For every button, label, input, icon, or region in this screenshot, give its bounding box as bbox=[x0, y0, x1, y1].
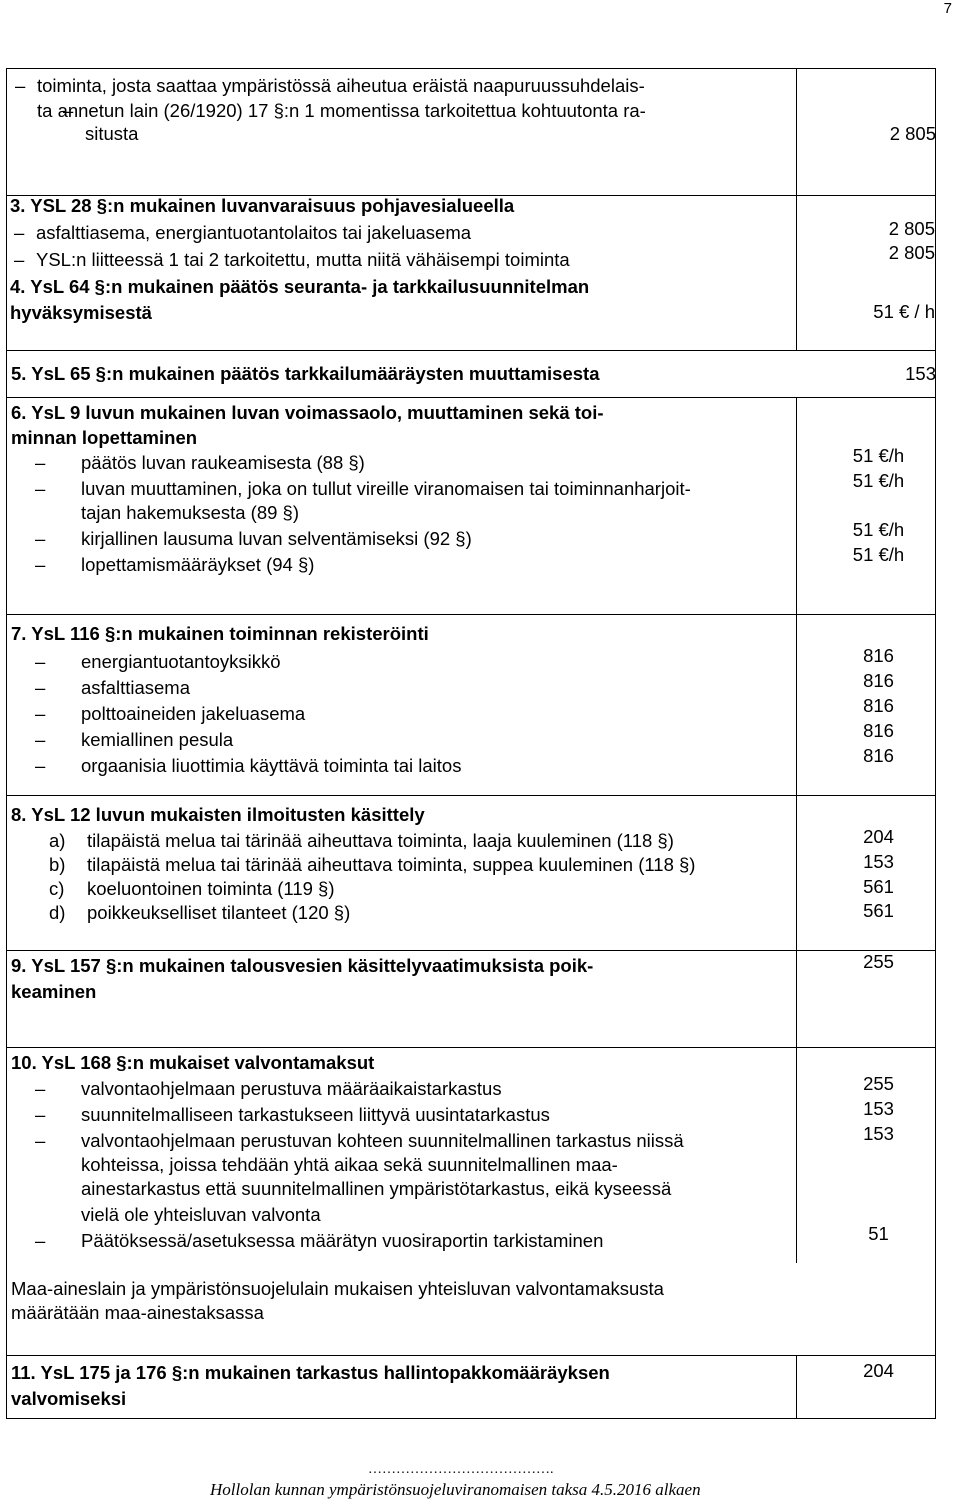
list-item: – päätös luvan raukeamisesta (88 §) bbox=[81, 452, 857, 474]
section-heading: hyväksymisestä bbox=[10, 302, 152, 323]
fee-value: 51 € / h bbox=[873, 301, 935, 322]
fee-value: 2 805 bbox=[888, 242, 935, 263]
item-letter: d) bbox=[49, 902, 66, 923]
section-heading: 3. YSL 28 §:n mukainen luvanvaraisuus pohjavesialueella bbox=[10, 195, 515, 216]
footer-text: Hollolan kunnan ympäristönsuojeluviranomaisen taksa 4.5.2016 alkaen bbox=[210, 1480, 701, 1499]
section-11 bbox=[7, 1356, 935, 1418]
list-item: – valvontaohjelmaan perustuva määräaikaistarkastus bbox=[81, 1078, 857, 1100]
section-noise-nuisance bbox=[7, 69, 935, 196]
list-item-continuation: vielä ole yhteisluvan valvonta bbox=[81, 1204, 321, 1225]
fee-value: 204 bbox=[863, 1360, 894, 1381]
section-heading: 10. YsL 168 §:n mukaiset valvontamaksut bbox=[11, 1052, 375, 1073]
section-heading: minnan lopettaminen bbox=[11, 427, 198, 448]
fee-value: 255 bbox=[863, 1073, 894, 1094]
list-item: – kemiallinen pesula bbox=[81, 729, 857, 751]
section-heading: keaminen bbox=[11, 981, 97, 1002]
section-heading: 11. YsL 175 ja 176 §:n mukainen tarkastus hallintopakkomääräyksen bbox=[11, 1362, 610, 1383]
list-item: – luvan muuttaminen, joka on tullut vireille viranomaisen tai toiminnanharjoit- bbox=[81, 478, 857, 500]
section-8 bbox=[7, 796, 935, 951]
list-item: – asfalttiasema, energiantuotantolaitos tai jakeluasema bbox=[36, 222, 812, 244]
fee-value: 816 bbox=[863, 670, 894, 691]
section-heading: 7. YsL 116 §:n mukainen toiminnan rekisteröinti bbox=[11, 623, 429, 644]
page-number: 7 bbox=[943, 0, 952, 17]
section-heading: 5. YsL 65 §:n mukainen päätös tarkkailumääräysten muuttamisesta bbox=[11, 363, 600, 384]
section-heading: 8. YsL 12 luvun mukaisten ilmoitusten käsittely bbox=[11, 804, 425, 825]
list-item: – YSL:n liitteessä 1 tai 2 tarkoitettu, mutta niitä vähäisempi toiminta bbox=[36, 249, 812, 271]
fee-value: 561 bbox=[863, 876, 894, 897]
section-6 bbox=[7, 398, 935, 615]
note-text: Maa-aineslain ja ympäristönsuojelulain mukaisen yhteisluvan valvontamaksusta bbox=[11, 1278, 664, 1299]
fee-value: 153 bbox=[863, 851, 894, 872]
list-item-continuation: kohteissa, joissa tehdään yhtä aikaa sekä suunnitelmallinen maa- bbox=[81, 1154, 618, 1175]
fee-value: 816 bbox=[863, 645, 894, 666]
section-heading: 4. YsL 64 §:n mukainen päätös seuranta- ja tarkkailusuunnitelman bbox=[10, 276, 590, 297]
fee-value: 51 bbox=[868, 1223, 889, 1244]
list-item: – lopettamismääräykset (94 §) bbox=[81, 554, 857, 576]
fee-value: 51 €/h bbox=[852, 470, 905, 491]
note-text: määrätään maa-ainestaksassa bbox=[11, 1302, 264, 1323]
list-item: – kirjallinen lausuma luvan selventämiseksi (92 §) bbox=[81, 528, 857, 550]
fee-value: 255 bbox=[863, 951, 894, 972]
fee-value: 51 €/h bbox=[852, 544, 905, 565]
list-item: – polttoaineiden jakeluasema bbox=[81, 703, 857, 725]
fee-value: 816 bbox=[863, 720, 894, 741]
section-5 bbox=[7, 351, 935, 398]
fee-value: 153 bbox=[905, 363, 936, 384]
item-text: – toiminta, josta saattaa ympäristössä aiheutua eräistä naapuruussuhdelais- bbox=[37, 75, 813, 97]
item-letter: a) bbox=[49, 830, 66, 851]
list-item: – suunnitelmalliseen tarkastukseen liittyvä uusintatarkastus bbox=[81, 1104, 857, 1126]
section-3-4-content bbox=[6, 195, 936, 349]
list-item: poikkeukselliset tilanteet (120 §) bbox=[87, 902, 351, 923]
column-divider bbox=[796, 1356, 797, 1418]
footer-dots: …………………………………. bbox=[368, 1462, 554, 1477]
list-item-continuation: ainestarkastus että suunnitelmallinen ympäristötarkastus, eikä kyseessä bbox=[81, 1178, 672, 1199]
list-item: koeluontoinen toiminta (119 §) bbox=[87, 878, 335, 899]
fee-value: 816 bbox=[863, 695, 894, 716]
list-item: – orgaanisia liuottimia käyttävä toiminta tai laitos bbox=[81, 755, 857, 777]
fee-value: 816 bbox=[863, 745, 894, 766]
list-item: – asfalttiasema bbox=[81, 677, 857, 699]
fee-value: 153 bbox=[863, 1123, 894, 1144]
list-item: – energiantuotantoyksikkö bbox=[81, 651, 857, 673]
fee-value: 2 805 bbox=[889, 123, 936, 144]
list-item: – Päätöksessä/asetuksessa määrätyn vuosiraportin tarkistaminen bbox=[81, 1230, 857, 1252]
list-item-continuation: tajan hakemuksesta (89 §) bbox=[81, 502, 300, 523]
item-letter: b) bbox=[49, 854, 66, 875]
section-9 bbox=[7, 951, 935, 1048]
section-10 bbox=[7, 1048, 935, 1356]
fee-value: 561 bbox=[863, 900, 894, 921]
section-heading: valvomiseksi bbox=[11, 1388, 127, 1409]
fee-value: 204 bbox=[863, 826, 894, 847]
section-heading: 6. YsL 9 luvun mukainen luvan voimassaolo, muuttaminen sekä toi- bbox=[11, 402, 604, 423]
item-letter: c) bbox=[49, 878, 65, 899]
fee-value: 2 805 bbox=[888, 218, 935, 239]
item-text: – ta annetun lain (26/1920) 17 §:n 1 momentissa tarkoitettua kohtuutonta ra- bbox=[85, 100, 785, 122]
fee-value: 51 €/h bbox=[852, 445, 905, 466]
section-7 bbox=[7, 615, 935, 796]
column-divider bbox=[796, 951, 797, 1047]
section-heading: 9. YsL 157 §:n mukainen talousvesien käsittelyvaatimuksista poik- bbox=[11, 955, 594, 976]
fee-value: 51 €/h bbox=[852, 519, 905, 540]
fee-value: 153 bbox=[863, 1098, 894, 1119]
list-item: – valvontaohjelmaan perustuvan kohteen suunnitelmallinen tarkastus niissä bbox=[81, 1130, 857, 1152]
list-item: tilapäistä melua tai tärinää aiheuttava toiminta, laaja kuuleminen (118 §) bbox=[87, 830, 674, 851]
item-text: situsta bbox=[85, 123, 139, 144]
list-item: tilapäistä melua tai tärinää aiheuttava toiminta, suppea kuuleminen (118 §) bbox=[87, 854, 696, 875]
